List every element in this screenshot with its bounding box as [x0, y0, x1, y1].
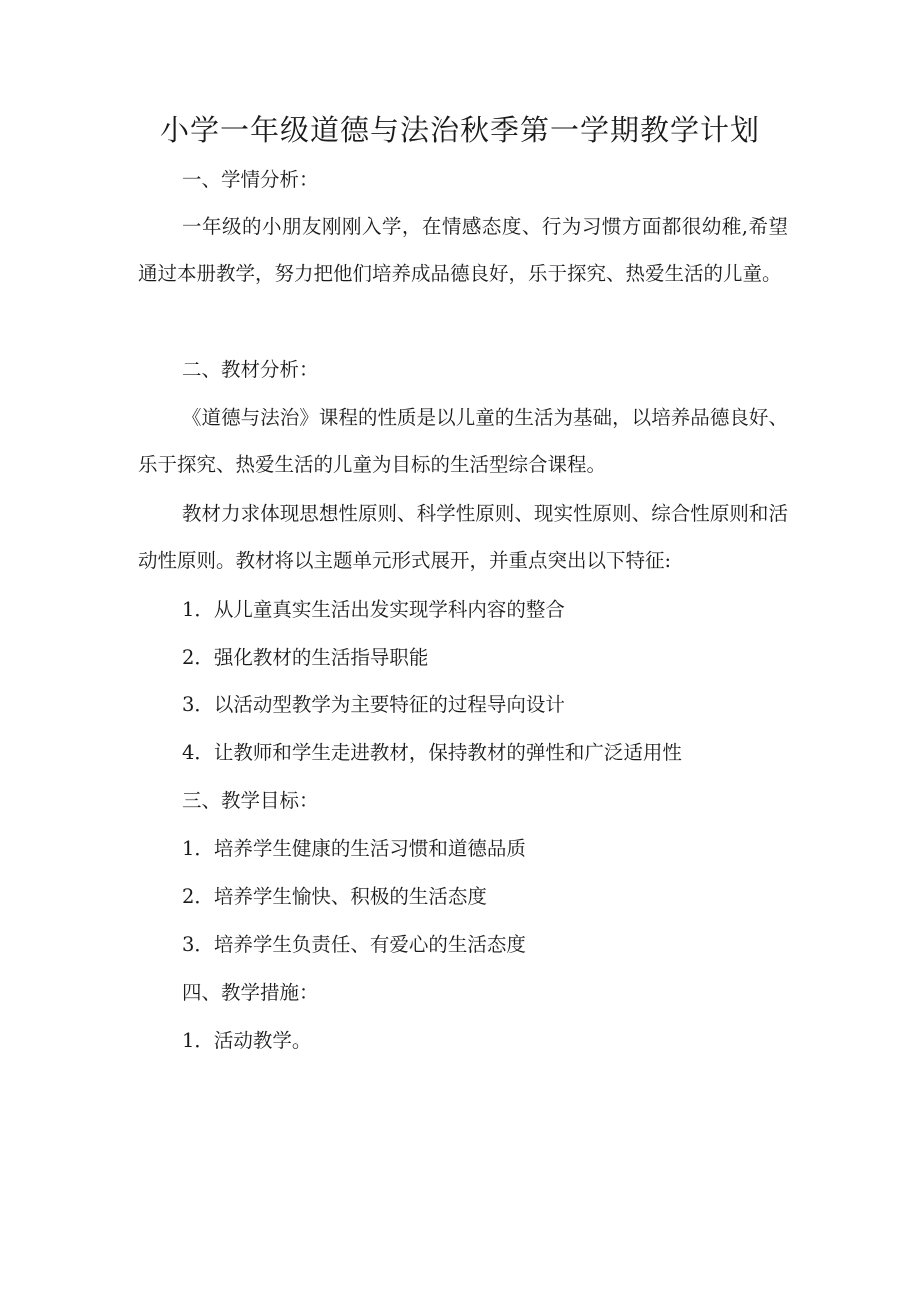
- section-heading-teaching-measures: 四、教学措施：: [182, 981, 319, 1004]
- list-item: 2．培养学生愉快、积极的生活态度: [182, 885, 487, 908]
- document-title: 小学一年级道德与法治秋季第一学期教学计划: [159, 113, 760, 147]
- paragraph-learning-analysis: 一年级的小朋友刚刚入学，在情感态度、行为习惯方面都很幼稚,希望通过本册教学，努力把他们培养成品德良好，乐于探究、热爱生活的儿童。: [138, 215, 788, 285]
- list-item: 3．培养学生负责任、有爱心的生活态度: [182, 933, 526, 956]
- section-heading-learning-analysis: 一、学情分析：: [182, 168, 319, 191]
- paragraph-course-nature: 《道德与法治》课程的性质是以儿童的生活为基础，以培养品德良好、乐于探究、热爱生活的儿童为目标的生活型综合课程。: [138, 406, 788, 476]
- list-item: 1．培养学生健康的生活习惯和道德品质: [182, 837, 526, 860]
- list-item: 4．让教师和学生走进教材，保持教材的弹性和广泛适用性: [182, 741, 682, 764]
- list-item: 3．以活动型教学为主要特征的过程导向设计: [182, 693, 565, 716]
- section-heading-teaching-goals: 三、教学目标：: [182, 789, 319, 812]
- list-item: 1．从儿童真实生活出发实现学科内容的整合: [182, 598, 565, 621]
- list-item: 1．活动教学。: [182, 1029, 312, 1052]
- section-heading-textbook-analysis: 二、教材分析：: [182, 358, 319, 381]
- paragraph-textbook-principles: 教材力求体现思想性原则、科学性原则、现实性原则、综合性原则和活动性原则。教材将以主题单元形式展开，并重点突出以下特征:: [138, 502, 788, 572]
- list-item: 2．强化教材的生活指导职能: [182, 646, 429, 669]
